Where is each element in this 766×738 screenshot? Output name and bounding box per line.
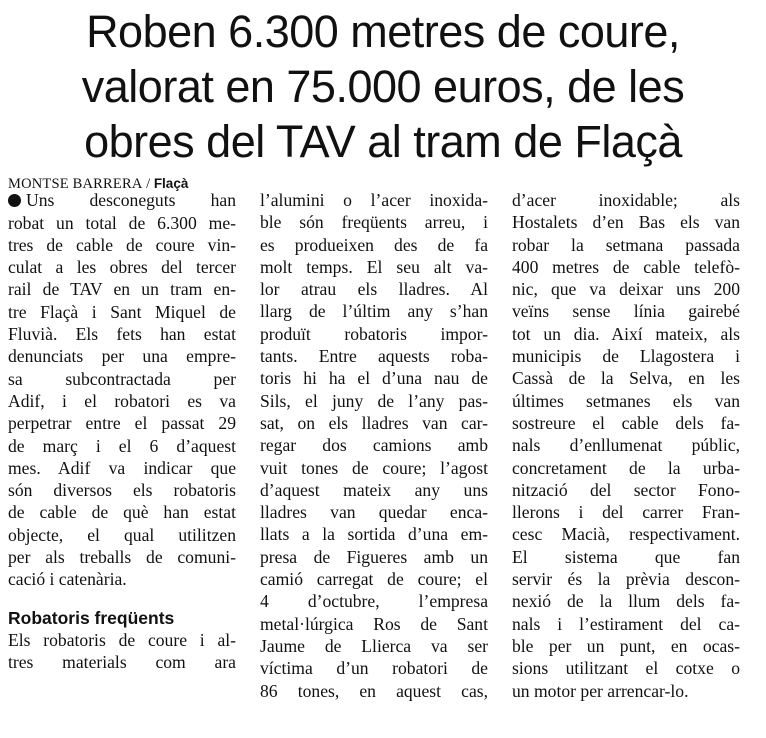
text-line: 400 metres de cable telefò- (512, 256, 740, 277)
text-line: tre Flaçà i Sant Miquel de (8, 301, 236, 322)
text-line: mes. Adif va indicar que (8, 457, 236, 478)
text-line: sions utilitzant el cotxe o (512, 658, 740, 679)
article-headline (0, 4, 766, 169)
text-line: servir és la prèvia descon- (512, 569, 740, 590)
text-line: tot un dia. Així mateix, als (512, 323, 740, 344)
text-line: molt temps. El seu alt va- (260, 256, 488, 277)
text-line: tres materials com ara (8, 652, 236, 673)
article-column-2 (260, 189, 488, 702)
text-line: sostreure el cable dels fa- (512, 412, 740, 433)
column-1-paragraph-2 (8, 629, 236, 674)
text-line: nització del sector Fono- (512, 479, 740, 500)
text-line: Adif, i el robatori es va (8, 390, 236, 411)
text-line: robar la setmana passada (512, 234, 740, 255)
text-line: robat un total de 6.300 me- (8, 212, 236, 233)
text-line: Jaume de Llierca va ser (260, 635, 488, 656)
text-line: ble són freqüents arreu, i (260, 212, 488, 233)
text-line: tres de cable de coure vin- (8, 234, 236, 255)
text-line-content: Uns desconeguts han (26, 190, 236, 211)
text-line: Fluvià. Els fets han estat (8, 324, 236, 345)
text-line: metal·lúrgica Ros de Sant (260, 613, 488, 634)
text-line: produït robatoris impor- (260, 323, 488, 344)
text-line: toris hi ha el d’una nau de (260, 368, 488, 389)
text-line: són diversos els robatoris (8, 480, 236, 501)
text-line: tants. Entre aquests roba- (260, 346, 488, 367)
text-line: 4 d’octubre, l’empresa (260, 591, 488, 612)
text-line: Sils, el juny de l’any pas- (260, 390, 488, 411)
text-line: concretament de la urba- (512, 457, 740, 478)
text-line: d’acer inoxidable; als (512, 190, 740, 210)
text-line: nals i l’estirament del ca- (512, 613, 740, 634)
text-line: Hostalets d’en Bas els van (512, 212, 740, 233)
headline-line-3: obres del TAV al tram de Flaçà (84, 116, 682, 167)
text-line: llarg de l’últim any s’han (260, 301, 488, 322)
text-line: de març i el 6 d’aquest (8, 435, 236, 456)
text-line: llats a la sortida d’una em- (260, 524, 488, 545)
text-line: sa subcontractada per (8, 368, 236, 389)
text-line: ble per un punt, en ocas- (512, 635, 740, 656)
text-line: cació i catenària. (8, 569, 127, 590)
article-column-1 (8, 176, 236, 674)
text-line (8, 189, 236, 211)
text-line: denunciats per una empre- (8, 346, 236, 367)
text-line: presa de Figueres amb un (260, 546, 488, 567)
text-line: Cassà de la Selva, en les (512, 368, 740, 389)
text-line: culat a les obres del tercer (8, 257, 236, 278)
text-line: lladres van quedar enca- (260, 502, 488, 523)
text-line: sat, on els lladres van car- (260, 412, 488, 433)
text-line: camió carregat de coure; el (260, 569, 488, 590)
text-line: l’alumini o l’acer inoxida- (260, 190, 488, 210)
subheading: Robatoris freqüents (8, 607, 175, 628)
text-line: objecte, el qual utilitzen (8, 524, 236, 545)
text-line: últimes setmanes els van (512, 390, 740, 411)
text-line: lor atrau els lladres. Al (260, 279, 488, 300)
text-line: víctima d’un robatori de (260, 658, 488, 679)
column-1-paragraph (8, 189, 236, 590)
text-line: municipis de Llagostera i (512, 346, 740, 367)
text-line: cesc Macià, respectivament. (512, 524, 740, 545)
bullet-icon (8, 194, 21, 207)
text-line: de cable de què han estat (8, 502, 236, 523)
text-line: regar dos camions amb (260, 435, 488, 456)
text-line: un motor per arrencar-lo. (512, 680, 689, 701)
byline-place: Flaçà (153, 176, 189, 191)
text-line: d’aquest mateix any uns (260, 479, 488, 500)
text-line: Els robatoris de coure i al- (8, 629, 236, 650)
byline-separator: / (142, 176, 154, 192)
text-line: nals d’enllumenat públic, (512, 435, 740, 456)
headline-line-2: valorat en 75.000 euros, de les (81, 61, 685, 112)
text-line: El sistema que fan (512, 546, 740, 567)
text-line: 86 tones, en aquest cas, (260, 680, 488, 701)
article-column-3 (512, 189, 740, 702)
text-line: llerons i del carrer Fran- (512, 502, 740, 523)
text-line: es produeixen des de fa (260, 234, 488, 255)
text-line: vuit tones de coure; l’agost (260, 457, 488, 478)
text-line: rail de TAV en un tram en- (8, 279, 236, 300)
text-line: perpetrar entre el passat 29 (8, 413, 236, 434)
text-line: per als treballs de comuni- (8, 547, 236, 568)
text-line: nic, que va deixar uns 200 (512, 279, 740, 300)
byline-author: MONTSE BARRERA (8, 176, 143, 192)
headline-line-1: Roben 6.300 metres de coure, (86, 6, 680, 57)
text-line: nexió de la llum dels fa- (512, 591, 740, 612)
text-line: veïns sense línia gairebé (512, 301, 740, 322)
